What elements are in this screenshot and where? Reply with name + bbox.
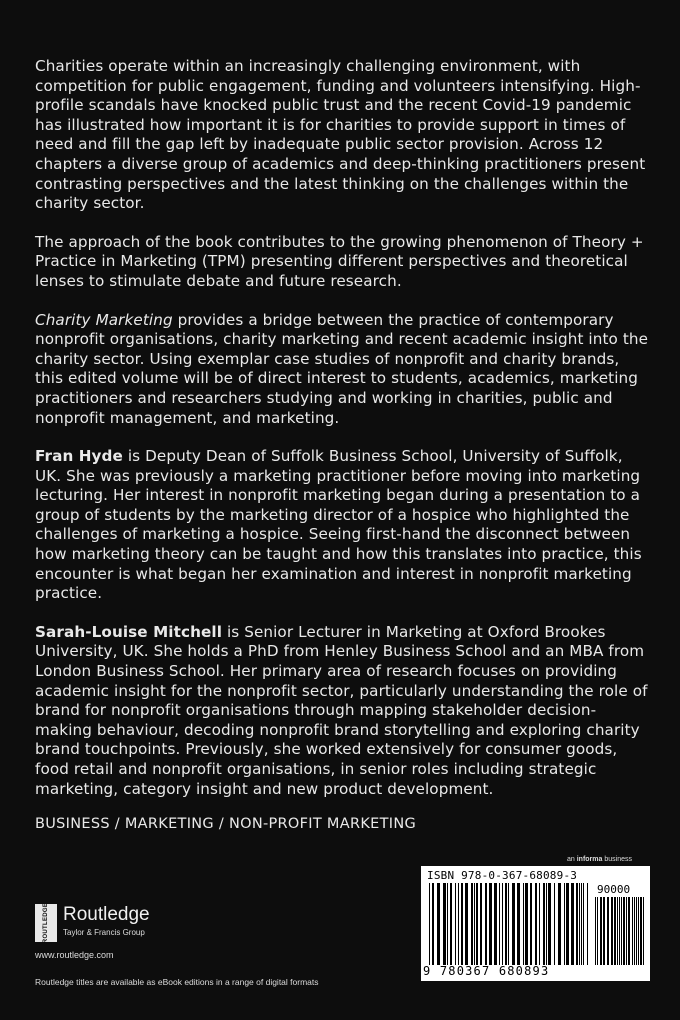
barcode-bar [643, 897, 644, 965]
author-name: Sarah-Louise Mitchell [35, 622, 223, 641]
barcode-bar [571, 883, 574, 965]
barcode-bar [581, 883, 582, 965]
barcode-bar [535, 883, 537, 965]
back-cover-blurb [35, 57, 650, 818]
barcode-bar [489, 883, 492, 965]
barcode-bar [640, 897, 642, 965]
isbn-label: ISBN 978-0-367-68089-3 [427, 869, 578, 882]
barcode-bar [429, 883, 430, 965]
informa-brand: informa [576, 856, 603, 863]
routledge-logo-mark: ROUTLEDGE [35, 904, 57, 942]
informa-prefix: an [567, 856, 577, 863]
barcode-bar [450, 883, 452, 965]
barcode-bar [508, 883, 509, 965]
barcode-bar [626, 897, 627, 965]
routledge-logo [35, 904, 150, 942]
barcode-bar [432, 883, 434, 965]
blurb-paragraph-3-text: provides a bridge between the practice of contemporary nonprofit organisations, charity marketing and recent academic insight into the charity sector. Using exemplar case studies of nonprofit and charity brands, this edited volume will be of direct interest to students, academics, marketing practitioners and researchers studying and working in charities, public and nonprofit management, and marketing. [35, 310, 649, 427]
barcode-bar [471, 883, 473, 965]
barcode-bar [558, 883, 561, 965]
barcode-bar [619, 897, 620, 965]
author-bio-1 [35, 447, 650, 604]
subject-categories: BUSINESS / MARKETING / NON-PROFIT MARKETING [35, 816, 416, 832]
barcode-bar [614, 897, 616, 965]
barcode-bar [505, 883, 507, 965]
barcode-bar [579, 883, 580, 965]
publisher-name: Routledge [63, 904, 150, 925]
barcode-bar [499, 883, 500, 965]
barcode-bar [603, 897, 605, 965]
informa-business-tagline [567, 856, 632, 863]
barcode-bar [480, 883, 482, 965]
publisher-group: Taylor & Francis Group [63, 928, 145, 937]
barcode-bar [617, 897, 618, 965]
barcode-bar [461, 883, 463, 965]
barcode-bar [623, 897, 625, 965]
barcode-bar [628, 897, 630, 965]
barcode-bar [474, 883, 475, 965]
barcode-bar [634, 897, 635, 965]
isbn-barcode [421, 866, 650, 981]
informa-suffix: business [602, 856, 632, 863]
barcode-bar [465, 883, 468, 965]
barcode-bar [517, 883, 520, 965]
price-code: 90000 [597, 883, 631, 896]
barcode-bar [548, 883, 551, 965]
author-bio-2 [35, 623, 650, 799]
barcode-bar [595, 897, 596, 965]
barcode-bar [455, 883, 456, 965]
barcode-bar [447, 883, 448, 965]
barcode-bar [494, 883, 497, 965]
barcode-bar [502, 883, 503, 965]
blurb-paragraph-1: Charities operate within an increasingly challenging environment, with competition for public engagement, funding and volunteers intensifying. High-profile scandals have knocked public trust and the recent Covid-19 pandemic has illustrated how important it is for charities to provide support in times of need and fill the gap left by inadequate public sector provision. Across 12 chapters a diverse group of academics and deep-thinking practitioners present contrasting perspectives and the latest thinking on the challenges within the charity sector. [35, 57, 646, 213]
barcode-bar [583, 883, 584, 965]
barcode-bar [530, 883, 532, 965]
barcode-bar [485, 883, 487, 965]
barcode-bar [621, 897, 622, 965]
barcode-bar [546, 883, 547, 965]
ebook-note: Routledge titles are available as eBook editions in a range of digital formats [35, 977, 319, 987]
barcode-bar [437, 883, 440, 965]
barcode-bar [600, 897, 602, 965]
barcode-bar [576, 883, 578, 965]
barcode-bar [476, 883, 478, 965]
barcode-bar [632, 897, 633, 965]
barcode-bar [587, 883, 588, 965]
author-bio-text: is Senior Lecturer in Marketing at Oxford Brookes University, UK. She holds a PhD from Henley Business School and an MBA from London Business School. Her primary area of research focuses on providing academic insight for the nonprofit sector, particularly understanding the role of brand for nonprofit organisations through mapping stakeholder decision-making behaviour, decoding nonprofit brand storytelling and exploring charity brand touchpoints. Previously, she worked extensively for consumer goods, food retail and nonprofit organisations, in senior roles including strategic marketing, category insight and new product development. [35, 622, 648, 798]
barcode-bar [512, 883, 515, 965]
blurb-paragraph-3 [35, 311, 650, 429]
barcode-bar [539, 883, 540, 965]
publisher-website: www.routledge.com [35, 950, 114, 960]
author-name: Fran Hyde [35, 447, 123, 466]
barcode-bar [566, 883, 569, 965]
barcode-bar [523, 883, 524, 965]
barcode-bar [638, 897, 639, 965]
barcode-bar [543, 883, 545, 965]
book-title: Charity Marketing [35, 310, 173, 329]
barcode-digits: 9 780367 680893 [423, 964, 550, 978]
barcode-bar [607, 897, 609, 965]
barcode-bar [597, 897, 598, 965]
barcode-addon-bars [595, 897, 645, 965]
blurb-paragraph-2: The approach of the book contributes to the growing phenomenon of Theory + Practice in Marketing (TPM) presenting different perspectives and theoretical lenses to stimulate debate and future research. [35, 232, 644, 290]
barcode-bar [443, 883, 446, 965]
barcode-bar [525, 883, 528, 965]
barcode-bar [564, 883, 565, 965]
barcode-bar [611, 897, 613, 965]
barcode-bar [636, 897, 637, 965]
barcode-bars [429, 883, 589, 965]
barcode-bar [554, 883, 555, 965]
author-bio-text: is Deputy Dean of Suffolk Business School, University of Suffolk, UK. She was previously a marketing practitioner before moving into marketing lecturing. Her interest in nonprofit marketing began during a presentation to a group of students by the marketing director of a hospice who highlighted the challenges of marketing a hospice. Seeing first-hand the disconnect between how marketing theory can be taught and how this translates into practice, this encounter is what began her examination and interest in nonprofit marketing practice. [35, 447, 642, 603]
barcode-bar [458, 883, 459, 965]
